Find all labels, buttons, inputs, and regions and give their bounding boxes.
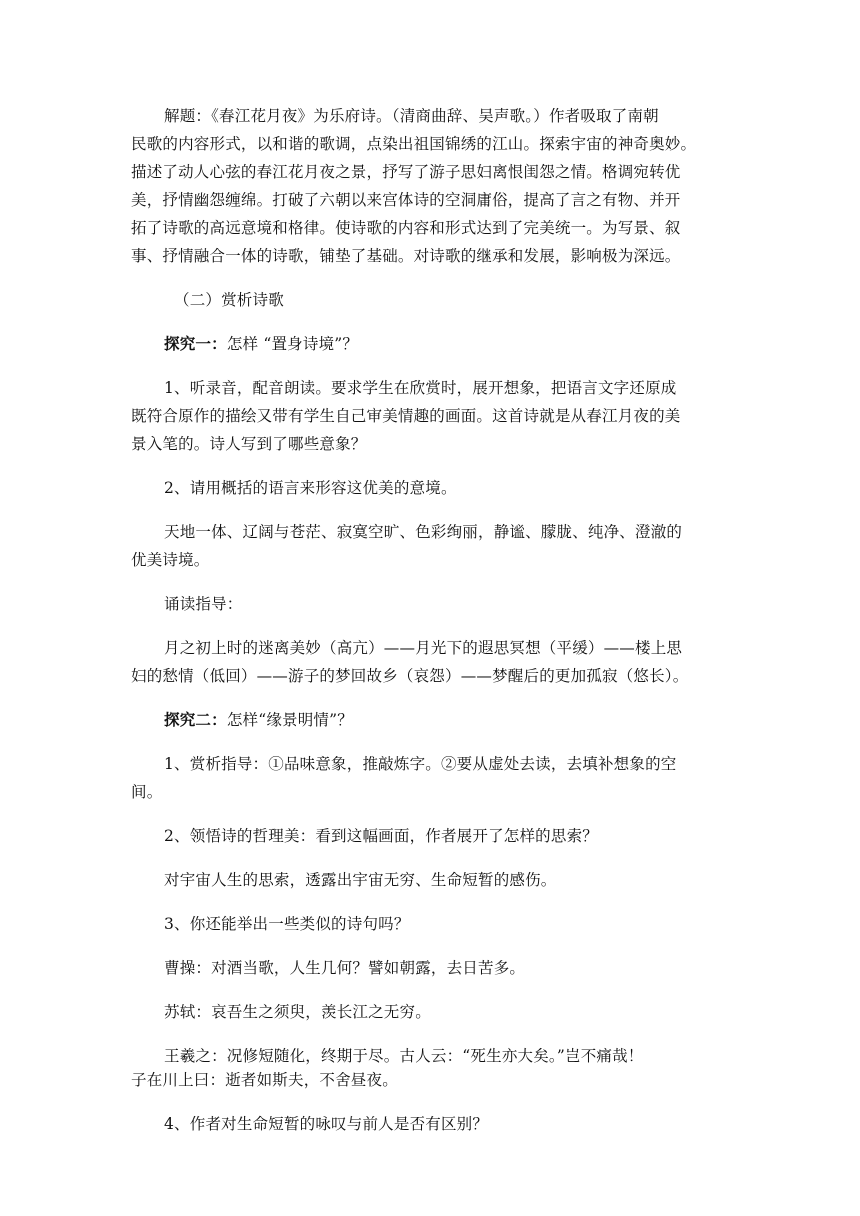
- quote-line: 苏轼：哀吾生之须臾，羡长江之无穷。: [164, 1003, 431, 1021]
- quote-line: 王羲之：况修短随化，终期于尽。古人云：“死生亦大矣。”岂不痛哉！: [164, 1047, 644, 1065]
- paragraph-line: 天地一体、辽阔与苍茫、寂寞空旷、色彩绚丽，静谧、朦胧、纯净、澄澈的: [164, 523, 683, 541]
- explore2-label: 探究二：: [164, 710, 227, 729]
- paragraph-line: 优美诗境。: [131, 551, 210, 569]
- intro-line: 事、抒情融合一体的诗歌，铺垫了基础。对诗歌的继承和发展，影响极为深远。: [131, 247, 681, 265]
- paragraph-line: 既符合原作的描绘又带有学生自己审美情趣的画面。这首诗就是从春江月夜的美: [131, 407, 681, 425]
- paragraph-line: 妇的愁情（低回）——游子的梦回故乡（哀怨）——梦醒后的更加孤寂（悠长）。: [131, 667, 689, 685]
- paragraph-line: 月之初上时的迷离美妙（高亢）——月光下的遐思冥想（平缓）——楼上思: [164, 639, 683, 657]
- explore1-label: 探究一：: [164, 334, 227, 353]
- explore2-heading: [164, 708, 774, 732]
- intro-line: 美，抒情幽怨缠绵。打破了六朝以来宫体诗的空洞庸俗，提高了言之有物、并开: [131, 191, 681, 209]
- paragraph-line: 2、请用概括的语言来形容这优美的意境。: [164, 479, 457, 497]
- paragraph-line: 2、领悟诗的哲理美：看到这幅画面，作者展开了怎样的思索？: [164, 827, 598, 845]
- paragraph-line: 诵读指导：: [164, 595, 243, 613]
- intro-line: 民歌的内容形式，以和谐的歌调，点染出祖国锦绣的江山。探索宇宙的神奇奥妙。: [131, 135, 697, 153]
- quote-line: 子在川上曰：逝者如斯夫，不舍昼夜。: [131, 1071, 398, 1089]
- quote-line: 曹操：对酒当歌，人生几何？譬如朝露，去日苦多。: [164, 959, 526, 977]
- paragraph-line: 1、听录音，配音朗读。要求学生在欣赏时，展开想象，把语言文字还原成: [164, 379, 677, 397]
- explore2-text: 怎样“缘景明情”？: [226, 711, 353, 729]
- intro-line: 拓了诗歌的高远意境和格律。使诗歌的内容和形式达到了完美统一。为写景、叙: [131, 219, 681, 237]
- paragraph-line: 1、赏析指导：①品味意象，推敲炼字。②要从虚处去读，去填补想象的空: [164, 755, 677, 773]
- paragraph-line: 4、作者对生命短暂的咏叹与前人是否有区别？: [164, 1115, 489, 1133]
- explore1-heading: [164, 332, 774, 356]
- paragraph-line: 景入笔的。诗人写到了哪些意象？: [131, 435, 367, 453]
- explore1-text: 怎样 “置身诗境”？: [226, 335, 359, 353]
- paragraph-line: 对宇宙人生的思索，透露出宇宙无穷、生命短暂的感伤。: [164, 871, 557, 889]
- intro-line: 解题：《春江花月夜》为乐府诗。（清商曲辞、吴声歌。）作者吸取了南朝: [164, 107, 659, 125]
- paragraph-line: 3、你还能举出一些类似的诗句吗？: [164, 915, 410, 933]
- paragraph-line: 间。: [131, 783, 163, 801]
- intro-line: 描述了动人心弦的春江花月夜之景，抒写了游子思妇离恨闺怨之情。格调宛转优: [131, 163, 681, 181]
- section-heading: （二）赏析诗歌: [174, 291, 284, 309]
